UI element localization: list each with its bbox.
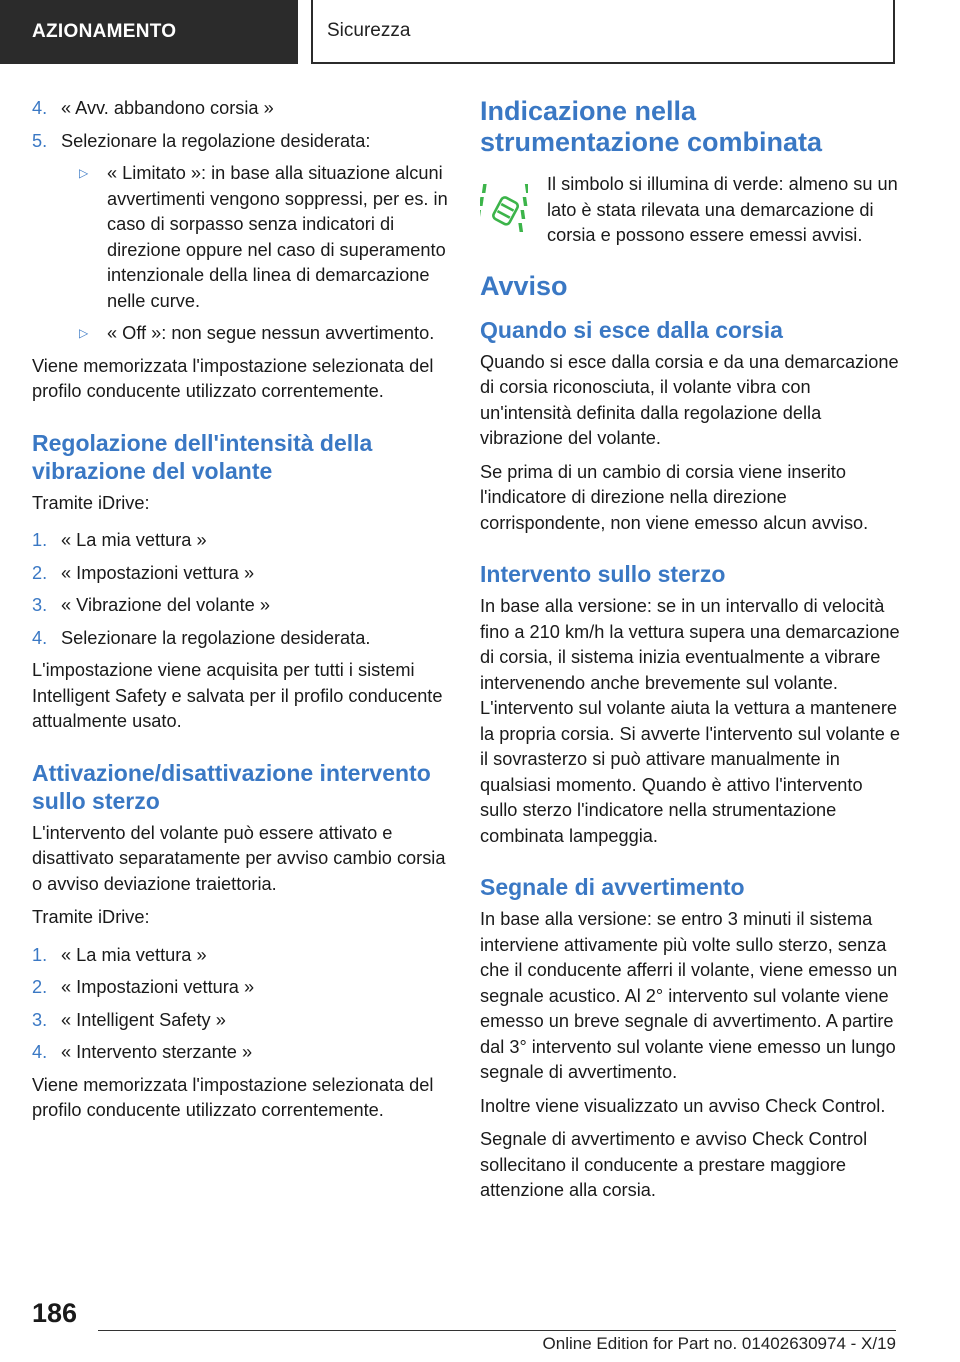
- sub-list-text: « Off »: non segue nessun avvertimento.: [107, 323, 435, 343]
- list-text: « La mia vettura »: [61, 530, 207, 550]
- section-heading: Regolazione dell'intensità della vibrazione del volante: [32, 429, 373, 484]
- list-text: « Avv. abbandono corsia »: [61, 98, 274, 118]
- paragraph: Tramite iDrive:: [32, 492, 150, 513]
- footer-divider: [98, 1330, 896, 1331]
- indicator-text: Il simbolo si illumina di verde: almeno su un lato è stata rilevata una demarcazione di corsia e possono essere emessi avvisi.: [547, 174, 898, 245]
- list-number: 4.: [32, 1042, 48, 1062]
- paragraph: Inoltre viene visualizzato un avviso Check Control.: [480, 1095, 886, 1116]
- list-text: « Impostazioni vettura »: [61, 562, 255, 583]
- subsection-heading: Intervento sullo sterzo: [480, 561, 726, 587]
- list-item: [32, 129, 450, 155]
- subsection-heading: Segnale di avvertimento: [480, 874, 745, 900]
- paragraph: Quando si esce dalla corsia e da una demarcazione di corsia riconosciuta, il volante vibra con un'intensità definita dalla regolazione della vibrazione del volante.: [480, 351, 899, 448]
- list-text: « Vibrazione del volante »: [61, 595, 270, 615]
- list-text: « Impostazioni vettura »: [61, 977, 255, 997]
- chapter-title: Sicurezza: [311, 0, 895, 64]
- paragraph: Segnale di avvertimento e avviso Check Control sollecitano il conducente a prestare maggiore attenzione alla corsia.: [480, 1129, 868, 1200]
- list-item: [32, 561, 450, 587]
- list-number: 3.: [32, 1009, 48, 1030]
- section-heading: Indicazione nella strumentazione combinata: [480, 96, 823, 157]
- lane-departure-icon-graphic: [480, 178, 528, 234]
- lane-departure-icon: [480, 172, 547, 249]
- page-header: [0, 0, 960, 68]
- list-number: 1.: [32, 944, 48, 965]
- list-text: « Intelligent Safety »: [61, 1009, 226, 1030]
- paragraph: L'intervento del volante può essere attivato e disattivato separatamente per avviso cambio corsia o avviso deviazione traiettoria.: [32, 822, 446, 894]
- left-column: [32, 96, 450, 1132]
- list-item: [32, 528, 450, 554]
- list-number: 4.: [32, 98, 48, 118]
- list-number: 3.: [32, 595, 48, 615]
- section-title: AZIONAMENTO: [0, 0, 298, 64]
- edition-note: Online Edition for Part no. 01402630974 - X/19: [542, 1334, 896, 1353]
- list-item: [32, 1008, 450, 1034]
- paragraph: In base alla versione: se in un intervallo di velocità fino a 210 km/h la vettura supera una demarcazione di corsia, il sistema inizia eventualmente a vibrare intervenendo anche brevemente sul volante. L'intervento sul volante aiuta la vettura a mantenere la propria corsia. Si avverte l'intervento sul volante e il sovrasterzo si può attivare manualmente in qualsiasi momento. Quando è attivo l'intervento sullo sterzo l'indicatore nella strumentazione combinata lampeggia.: [480, 596, 900, 846]
- paragraph: L'impostazione viene acquisita per tutti i sistemi Intelligent Safety e salvata per il profilo conducente attualmente usato.: [32, 660, 443, 731]
- paragraph: Viene memorizzata l'impostazione selezionata del profilo conducente utilizzato correntemente.: [32, 355, 434, 401]
- triangle-bullet-icon: ▷: [79, 326, 89, 340]
- triangle-bullet-icon: ▷: [79, 166, 89, 180]
- list-item: [32, 975, 450, 1001]
- list-number: 2.: [32, 977, 48, 997]
- list-number: 4.: [32, 627, 48, 648]
- list-text: « Intervento sterzante »: [61, 1042, 253, 1062]
- list-item: [32, 943, 450, 969]
- list-item: [32, 626, 450, 652]
- paragraph: In base alla versione: se entro 3 minuti il sistema interviene attivamente più volte sullo sterzo, senza che il conducente afferri il volante, viene emesso un segnale acustico. Al 2° intervento sul volante viene emesso un breve segnale di avvertimento. A partire dal 3° intervento sul volante viene emesso un lungo segnale di avvertimento.: [480, 909, 898, 1082]
- subsection-heading: Quando si esce dalla corsia: [480, 316, 783, 343]
- list-item: [32, 96, 450, 122]
- list-item: [32, 1040, 450, 1066]
- section-heading: Avviso: [480, 270, 568, 301]
- right-column: [480, 96, 900, 1212]
- paragraph: Viene memorizzata l'impostazione selezionata del profilo conducente utilizzato correntemente.: [32, 1074, 434, 1120]
- paragraph: Se prima di un cambio di corsia viene inserito l'indicatore di direzione nella direzione corrispondente, non viene emesso alcun avviso.: [480, 461, 869, 533]
- list-text: « La mia vettura »: [61, 944, 207, 965]
- list-number: 5.: [32, 130, 48, 151]
- sub-list-text: « Limitato »: in base alla situazione alcuni avvertimenti vengono soppressi, per es. in caso di sorpasso senza indicatori di direzione oppure nel caso di superamento intenzionale della linea di demarcazione nelle curve.: [107, 163, 448, 311]
- sub-list-item: [79, 161, 450, 314]
- list-number: 1.: [32, 530, 48, 550]
- page-number: 186: [32, 1298, 78, 1328]
- paragraph: Tramite iDrive:: [32, 907, 150, 927]
- list-text: Selezionare la regolazione desiderata:: [61, 130, 371, 151]
- section-heading: Attivazione/disattivazione intervento sullo sterzo: [32, 759, 431, 814]
- list-number: 2.: [32, 562, 48, 583]
- list-item: [32, 593, 450, 619]
- sub-list-item: [79, 321, 450, 347]
- list-text: Selezionare la regolazione desiderata.: [61, 627, 371, 648]
- indicator-description: [480, 172, 900, 249]
